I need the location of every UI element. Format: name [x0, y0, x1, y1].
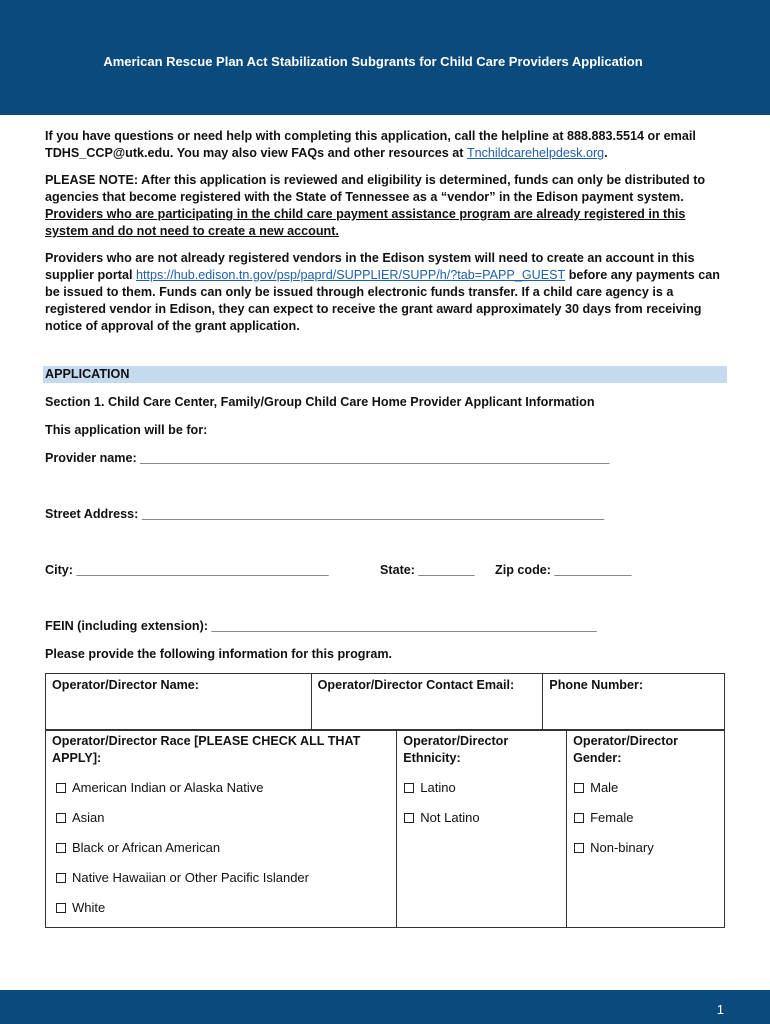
section1-heading: Section 1. Child Care Center, Family/Group Child Care Home Provider Applicant Information — [45, 395, 595, 409]
helpdesk-link[interactable]: Tnchildcarehelpdesk.org — [466, 146, 605, 160]
race-option-asian[interactable]: Asian — [54, 809, 105, 826]
page-header-band — [0, 0, 770, 115]
supplier-end: before any payments can be issued to them. Funds can only be issued through electronic funds transfer. If a child care agency is a registered vendor in Edison, they can expect to receive the grant award approximately 30 days from receiving notice of approval of the grant application. — [45, 268, 720, 333]
race-heading: Operator/Director Race [PLEASE CHECK ALL THAT APPLY]: — [52, 734, 361, 765]
supplier-text: Providers who are not already registered vendors in the Edison system will need to create an account in this supplier portal — [45, 251, 695, 282]
checkbox-icon[interactable] — [574, 843, 584, 853]
ethnicity-cell — [397, 730, 567, 928]
street-address-field[interactable]: Street Address: __________________________________________________________________ — [45, 507, 605, 521]
race-option-white[interactable]: White — [54, 899, 105, 916]
race-option-american-indian[interactable]: American Indian or Alaska Native — [54, 779, 263, 796]
helpline-paragraph — [45, 128, 730, 162]
checkbox-icon[interactable] — [574, 813, 584, 823]
gender-cell — [567, 730, 725, 928]
helpline-text: If you have questions or need help with completing this application, call the helpline at 888.883.5514 or email TDHS_CCP@utk.edu. You may also view FAQs and other resources at — [45, 129, 696, 160]
application-for-label: This application will be for: — [45, 423, 208, 437]
checkbox-icon[interactable] — [56, 783, 66, 793]
demographics-table — [45, 729, 725, 928]
race-option-pacific-islander[interactable]: Native Hawaiian or Other Pacific Islander — [54, 869, 309, 886]
checkbox-icon[interactable] — [56, 873, 66, 883]
gender-option-non-binary[interactable]: Non-binary — [572, 839, 654, 856]
page-number: 1 — [716, 1002, 724, 1017]
please-note-text: PLEASE NOTE: After this application is reviewed and eligibility is determined, funds can only be distributed to agencies that become registered with the State of Tennessee as a “vendor” in the Edison payment system. — [45, 173, 706, 204]
checkbox-icon[interactable] — [404, 813, 414, 823]
checkbox-icon[interactable] — [574, 783, 584, 793]
please-note-paragraph — [45, 172, 730, 240]
document-title: American Rescue Plan Act Stabilization Subgrants for Child Care Providers Application — [103, 54, 643, 69]
gender-option-male[interactable]: Male — [572, 779, 618, 796]
state-field[interactable]: State: ________ — [380, 563, 475, 577]
ethnicity-heading: Operator/Director Ethnicity: — [403, 734, 509, 765]
please-note-underlined: Providers who are participating in the child care payment assistance program are already registered in this system and do not need to create a new account. — [45, 207, 686, 238]
provider-name-field[interactable]: Provider name: ___________________________________________________________________ — [45, 451, 610, 465]
ethnicity-option-latino[interactable]: Latino — [402, 779, 455, 796]
checkbox-icon[interactable] — [56, 903, 66, 913]
operator-contact-table — [45, 673, 725, 731]
operator-email-label: Operator/Director Contact Email: — [317, 678, 515, 692]
checkbox-icon[interactable] — [56, 813, 66, 823]
city-field[interactable]: City: ____________________________________ — [45, 563, 329, 577]
ethnicity-option-not-latino[interactable]: Not Latino — [402, 809, 479, 826]
supplier-portal-paragraph — [45, 250, 730, 335]
application-heading: APPLICATION — [43, 366, 727, 383]
helpline-end: . — [604, 146, 608, 160]
operator-email-cell[interactable] — [311, 674, 543, 731]
supplier-portal-link[interactable]: https://hub.edison.tn.gov/psp/paprd/SUPPLIER/SUPP/h/?tab=PAPP_GUEST — [135, 268, 566, 282]
page-footer-band — [0, 990, 770, 1024]
phone-number-cell[interactable] — [543, 674, 725, 731]
race-option-black[interactable]: Black or African American — [54, 839, 220, 856]
intro-section — [45, 128, 730, 335]
fein-field[interactable]: FEIN (including extension): _______________________________________________________ — [45, 619, 597, 633]
operator-name-cell[interactable] — [46, 674, 312, 731]
operator-name-label: Operator/Director Name: — [52, 678, 199, 692]
race-cell — [46, 730, 397, 928]
gender-option-female[interactable]: Female — [572, 809, 633, 826]
checkbox-icon[interactable] — [404, 783, 414, 793]
gender-heading: Operator/Director Gender: — [573, 734, 679, 765]
phone-number-label: Phone Number: — [549, 678, 644, 692]
provide-info-label: Please provide the following information for this program. — [45, 647, 393, 661]
checkbox-icon[interactable] — [56, 843, 66, 853]
zip-field[interactable]: Zip code: ___________ — [495, 563, 632, 577]
